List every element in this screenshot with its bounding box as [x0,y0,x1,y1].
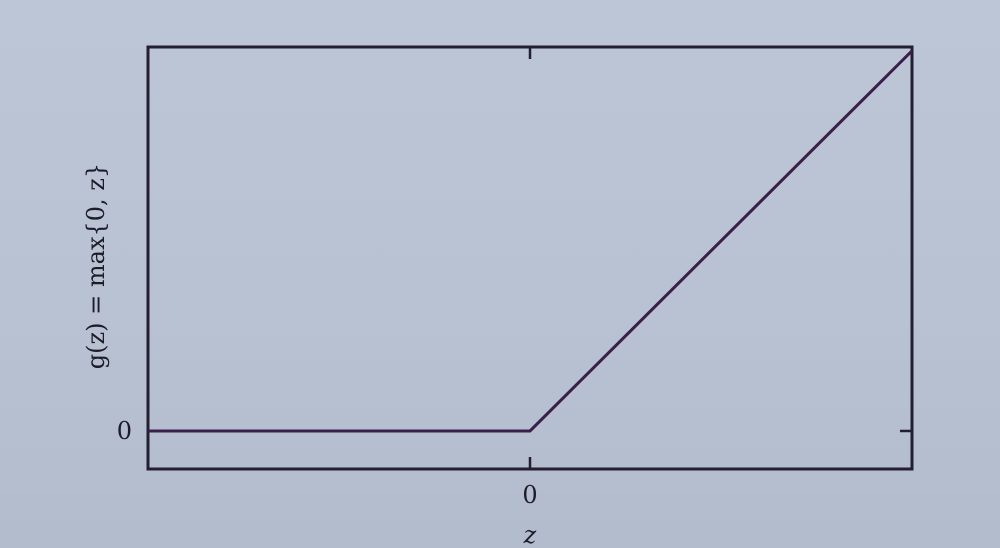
y-axis-label: g(z) = max{0, z} [82,162,110,370]
relu-line [148,51,912,431]
x-axis-label: z [523,521,537,548]
plot-frame [148,47,912,469]
axis-ticks [148,47,912,469]
y-tick-label: 0 [116,416,132,445]
x-tick-label: 0 [522,481,538,509]
